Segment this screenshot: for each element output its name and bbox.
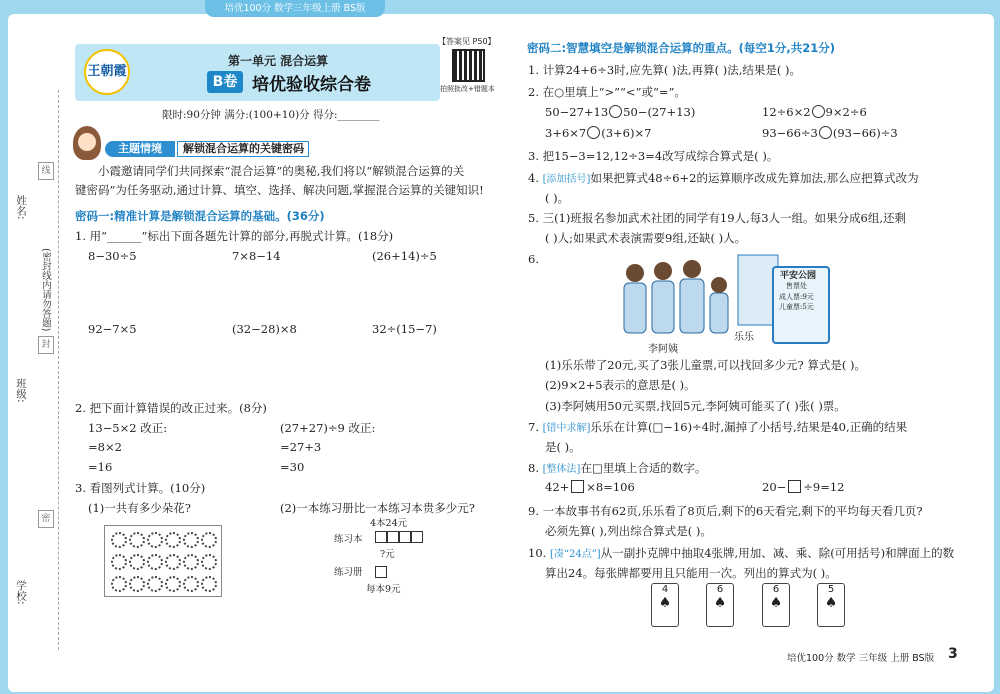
code2-q2: 2. 在○里填上“>”“<”或“=”。: [528, 85, 686, 99]
paper-badge: B卷: [207, 71, 243, 93]
flower-icon: [111, 576, 127, 592]
flower-icon: [165, 532, 181, 548]
adult-price: 成人票:9元: [779, 293, 814, 301]
fill-item: 20− ÷9=12: [762, 480, 845, 494]
q3-part2: (2)一本练习册比一本练习本贵多少元?: [280, 501, 475, 515]
playing-card: 6 ♠: [706, 583, 734, 627]
unit-title: 第一单元 混合运算: [228, 54, 329, 68]
calc-item: 8−30÷5: [88, 249, 137, 263]
flower-icon: [201, 532, 217, 548]
code2-q3: 3. 把15−3=12,12÷3=4改写成综合算式是( )。: [528, 149, 779, 163]
person-figure: [652, 281, 674, 333]
flower-icon: [201, 554, 217, 570]
bar-segment: [375, 566, 387, 578]
diagram-label-total: 4本24元: [370, 518, 408, 529]
code2-q6b: (2)9×2+5表示的意思是( )。: [545, 378, 696, 392]
correction-line: =27+3: [280, 440, 322, 454]
code1-q3: 3. 看图列式计算。(10分): [75, 481, 206, 495]
park-sign: 平安公园: [780, 271, 817, 281]
answer-box[interactable]: [788, 480, 801, 493]
code1-q1: 1. 用“______”标出下面各题先计算的部分,再脱式计算。(18分): [75, 229, 394, 243]
code2-q6a: (1)乐乐带了20元,买了3张儿童票,可以找回多少元? 算式是( )。: [545, 358, 866, 372]
answer-reference: 【答案见 P50】: [438, 37, 496, 46]
top-banner: 培优100分 数学三年级上册 BS版: [205, 0, 385, 17]
office-sign: 售票处: [786, 282, 807, 290]
flower-icon: [147, 576, 163, 592]
code2-q10-answer: 算出24。每张牌都要用且只能用一次。列出的算式为( )。: [545, 566, 837, 580]
seal-notice: (密封线内请勿答题): [40, 248, 51, 332]
name-label: 姓名:: [15, 195, 27, 220]
flower-icon: [147, 554, 163, 570]
page-number: 3: [948, 646, 958, 662]
calc-item: 32÷(15−7): [372, 322, 437, 336]
flower-icon: [129, 532, 145, 548]
code2-q7: 7. [错中求解]乐乐在计算(□−16)÷4时,漏掉了小括号,结果是40,正确的结果: [528, 420, 908, 434]
correction-line: 13−5×2 改正:: [88, 421, 168, 435]
lele-label: 乐乐: [734, 332, 754, 343]
diagram-label-each: 每本9元: [366, 584, 401, 595]
answer-circle[interactable]: [812, 105, 825, 118]
flower-icon: [183, 532, 199, 548]
code2-q10: 10. [凑“24点”]从一副扑克牌中抽取4张牌,用加、减、乘、除(可用括号)和牌面上的数: [528, 546, 955, 560]
diagram-label-book: 练习本: [334, 534, 363, 545]
flower-icon: [129, 554, 145, 570]
person-head: [626, 264, 644, 282]
answer-box[interactable]: [571, 480, 584, 493]
correction-line: (27+27)÷9 改正:: [280, 421, 376, 435]
seal-box-seal: 密: [38, 510, 54, 528]
code2-q7-answer: 是( )。: [545, 440, 581, 454]
compare-item: 93−66÷3 (93−66)÷3: [762, 126, 898, 140]
q7-tag: [错中求解]: [542, 423, 591, 434]
bar-segment: [411, 531, 423, 543]
q10-tag: [凑“24点”]: [549, 549, 601, 560]
code2-q4: 4. [添加括号]如果把算式48÷6+2的运算顺序改成先算加法,那么应把算式改为: [528, 171, 919, 185]
correction-line: =30: [280, 460, 305, 474]
class-label: 班级:: [15, 378, 27, 403]
girl-face-icon: [78, 133, 96, 151]
code2-q1: 1. 计算24+6÷3时,应先算( )法,再算( )法,结果是( )。: [528, 63, 802, 77]
answer-circle[interactable]: [819, 126, 832, 139]
q8-tag: [整体法]: [542, 464, 581, 475]
q3-part1: (1)一共有多少朵花?: [88, 501, 191, 515]
intro-line-1: 小霞邀请同学们共同探索“混合运算”的奥秘,我们将以“解锁混合运算的关: [98, 164, 465, 178]
person-head: [711, 277, 727, 293]
fill-item: 42+ ×8=106: [545, 480, 635, 494]
intro-line-2: 键密码”为任务驱动,通过计算、填空、选择、解决问题,掌握混合运算的关键知识!: [75, 183, 484, 197]
person-head: [683, 260, 701, 278]
bar-segment: [399, 531, 411, 543]
calc-item: 7×8−14: [232, 249, 281, 263]
code2-q4-answer: ( )。: [545, 191, 570, 205]
qr-code-icon[interactable]: [452, 49, 485, 82]
seal-box-line: 线: [38, 162, 54, 180]
flower-icon: [183, 554, 199, 570]
person-figure: [680, 279, 704, 333]
correction-line: =8×2: [88, 440, 122, 454]
section-code2-title: 密码二:智慧填空是解锁混合运算的重点。(每空1分,共21分): [527, 41, 835, 55]
code2-q6: 6.: [528, 252, 539, 266]
theme-tag: 主题情境: [105, 141, 175, 157]
calc-item: (26+14)÷5: [372, 249, 437, 263]
exam-limits: 限时:90分钟 满分:(100+10)分 得分:________: [162, 109, 380, 121]
flower-icon: [111, 554, 127, 570]
compare-item: 50−27+13 50−(27+13): [545, 105, 696, 119]
code2-q5-answer: ( )人;如果武术表演需要9组,还缺( )人。: [545, 231, 747, 245]
theme-text: 解锁混合运算的关键密码: [177, 141, 309, 157]
person-figure: [624, 283, 646, 333]
aunt-label: 李阿姨: [648, 344, 678, 355]
brand-logo: 王朝霞: [84, 49, 130, 95]
flower-icon: [183, 576, 199, 592]
person-head: [654, 262, 672, 280]
calc-item: (32−28)×8: [232, 322, 297, 336]
bar-segment: [375, 531, 387, 543]
page-title: 培优验收综合卷: [252, 75, 371, 95]
flower-icon: [201, 576, 217, 592]
code2-q5: 5. 三(1)班报名参加武术社团的同学有19人,每3人一组。如果分成6组,还剩: [528, 211, 906, 225]
flower-icon: [165, 576, 181, 592]
flower-grid-image: [104, 525, 222, 597]
compare-item: 12÷6×2 9×2÷6: [762, 105, 867, 119]
flower-icon: [111, 532, 127, 548]
person-figure: [710, 293, 728, 333]
code2-q9: 9. 一本故事书有62页,乐乐看了8页后,剩下的6天看完,剩下的平均每天看几页?: [528, 504, 923, 518]
bar-segment: [387, 531, 399, 543]
code1-q2: 2. 把下面计算错误的改正过来。(8分): [75, 401, 267, 415]
qr-label: 拍照批改+错题本: [440, 85, 495, 93]
code2-q6c: (3)李阿姨用50元买票,找回5元,李阿姨可能买了( )张( )票。: [545, 399, 846, 413]
flower-icon: [129, 576, 145, 592]
playing-card: 6 ♠: [762, 583, 790, 627]
answer-circle[interactable]: [587, 126, 600, 139]
flower-icon: [147, 532, 163, 548]
code2-q9-answer: 必须先算( ),列出综合算式是( )。: [545, 524, 712, 538]
section-code1-title: 密码一:精准计算是解锁混合运算的基础。(36分): [75, 209, 325, 223]
page-footer: 培优100分 数学 三年级 上册 BS版: [787, 653, 935, 664]
school-label: 学校:: [15, 580, 27, 605]
child-price: 儿童票:5元: [779, 303, 814, 311]
correction-line: =16: [88, 460, 113, 474]
q4-tag: [添加括号]: [542, 174, 591, 185]
seal-box-inner: 封: [38, 336, 54, 354]
code2-q8: 8. [整体法]在□里填上合适的数字。: [528, 461, 707, 475]
diagram-label-workbook: 练习册: [334, 567, 363, 578]
diagram-label-unknown: ?元: [380, 549, 395, 560]
calc-item: 92−7×5: [88, 322, 137, 336]
answer-circle[interactable]: [609, 105, 622, 118]
cut-line: [58, 90, 59, 650]
playing-card: 4 ♠: [651, 583, 679, 627]
flower-icon: [165, 554, 181, 570]
compare-item: 3+6×7 (3+6)×7: [545, 126, 652, 140]
playing-card: 5 ♠: [817, 583, 845, 627]
